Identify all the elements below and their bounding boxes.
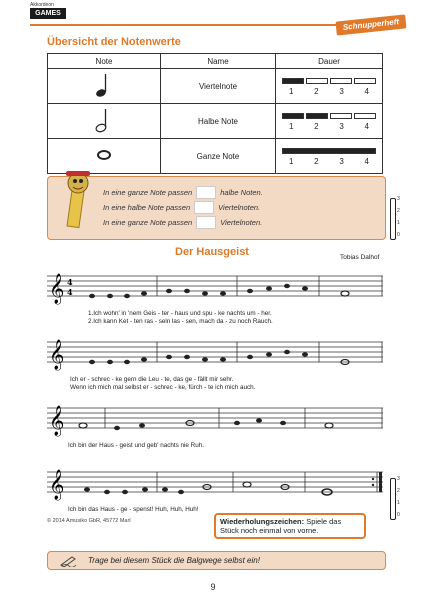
exercise-line (103, 215, 263, 230)
duration-cell (276, 69, 383, 104)
svg-text:4: 4 (67, 277, 73, 287)
col-note: Note (48, 54, 161, 69)
beat-number: 2 (314, 157, 319, 166)
copyright: © 2014 Amusiko GbR, 45772 Marl (47, 518, 131, 524)
table-row (48, 104, 383, 139)
exercise-text: In eine ganze Note passen (103, 188, 193, 197)
svg-text:4: 4 (67, 287, 73, 297)
scale-label: 3 (397, 476, 400, 482)
callout-text: Spiele das Stück noch einmal von vorne. (220, 517, 342, 535)
answer-field[interactable] (194, 201, 214, 214)
scale-label: 0 (397, 232, 400, 238)
scale-label: 1 (397, 500, 400, 506)
lyric-line: Ich bin das Haus - ge - spenst! Huh, Huh, Huh! (68, 506, 199, 513)
exercise-text: In eine ganze Note passen (103, 218, 193, 227)
exercise-text: In eine halbe Note passen (103, 203, 191, 212)
duration-cell (276, 104, 383, 139)
beat-number: 1 (289, 87, 294, 96)
brand-small-label: Akkordeon (30, 2, 54, 8)
answer-field[interactable] (196, 186, 216, 199)
pencil-writing-icon (60, 555, 78, 567)
scale-label: 3 (397, 196, 400, 202)
lyric-line: Wenn ich mich mal selbst er - schrec - ke, fürch - te ich mich auch. (70, 384, 256, 391)
beat-number: 2 (314, 122, 319, 131)
header-badge: Schnupperheft (335, 14, 406, 35)
lyric-line: 1.Ich wohn' in 'nem Geis - ter - haus und spu - ke nachts um - her. (88, 310, 272, 317)
treble-clef-icon: 𝄞 (49, 406, 65, 436)
task-text: Trage bei diesem Stück die Balgwege selbst ein! (88, 556, 260, 565)
exercise-box (47, 176, 386, 240)
beat-number: 2 (314, 87, 319, 96)
page-number: 9 (210, 582, 216, 592)
bellows-scale (387, 196, 401, 242)
callout-title: Wiederholungszeichen: (220, 517, 305, 526)
composer: Tobias Dalhof (340, 254, 380, 261)
exercise-line (103, 200, 263, 215)
overview-title: Übersicht der Notenwerte (47, 36, 181, 48)
col-name: Name (161, 54, 276, 69)
exercise-text: Viertelnoten. (220, 218, 263, 227)
treble-clef-icon: 𝄞 (49, 274, 65, 304)
duration-bar (277, 148, 381, 154)
lyric-line: Ich er - schrec - ke gern die Leu - te, das ge - fällt mir sehr. (70, 376, 234, 383)
scale-label: 1 (397, 220, 400, 226)
exercise-text: Viertelnoten. (218, 203, 261, 212)
scale-label: 2 (397, 488, 400, 494)
staff-system-4 (47, 466, 383, 502)
quarter-note-icon (94, 72, 114, 98)
note-values-table (47, 53, 383, 174)
note-name: Viertelnote (161, 69, 276, 104)
note-cell (48, 104, 161, 139)
whole-note-icon (94, 148, 114, 162)
staff-system-3 (47, 402, 383, 438)
header-rule (30, 24, 365, 26)
beat-number: 3 (339, 87, 344, 96)
col-duration: Dauer (276, 54, 383, 69)
brand-logo: GAMES (30, 8, 66, 19)
task-box (47, 551, 386, 570)
note-name: Halbe Note (161, 104, 276, 139)
duration-bar (277, 78, 381, 84)
bellows-scale (387, 476, 401, 522)
beat-number: 3 (339, 122, 344, 131)
beat-number: 4 (364, 87, 369, 96)
beat-number: 4 (364, 122, 369, 131)
note-cell (48, 69, 161, 104)
beat-number: 3 (339, 157, 344, 166)
beat-number: 1 (289, 122, 294, 131)
beat-number: 1 (289, 157, 294, 166)
note-name: Ganze Note (161, 139, 276, 174)
repeat-sign-icon (379, 472, 382, 492)
treble-clef-icon: 𝄞 (49, 340, 65, 370)
duration-bar (277, 113, 381, 119)
scale-label: 2 (397, 208, 400, 214)
duration-cell (276, 139, 383, 174)
staff-system-2 (47, 336, 383, 372)
table-row (48, 69, 383, 104)
answer-field[interactable] (196, 216, 216, 229)
lyric-line: 2.Ich kann Ket - ten ras - seln las - sen, mach da - zu noch Rauch. (88, 318, 273, 325)
lyric-line: Ich bin der Haus - geist und geb' nachts nie Ruh. (68, 442, 204, 449)
staff-system-1 (47, 270, 383, 306)
song-title: Der Hausgeist (175, 246, 249, 258)
mascot-icon (56, 169, 96, 237)
half-note-icon (94, 107, 114, 133)
table-row (48, 139, 383, 174)
exercise-text: halbe Noten. (220, 188, 263, 197)
beat-number: 4 (364, 157, 369, 166)
repeat-sign-callout (214, 513, 366, 539)
scale-label: 0 (397, 512, 400, 518)
treble-clef-icon: 𝄞 (49, 470, 65, 500)
exercise-line (103, 185, 263, 200)
